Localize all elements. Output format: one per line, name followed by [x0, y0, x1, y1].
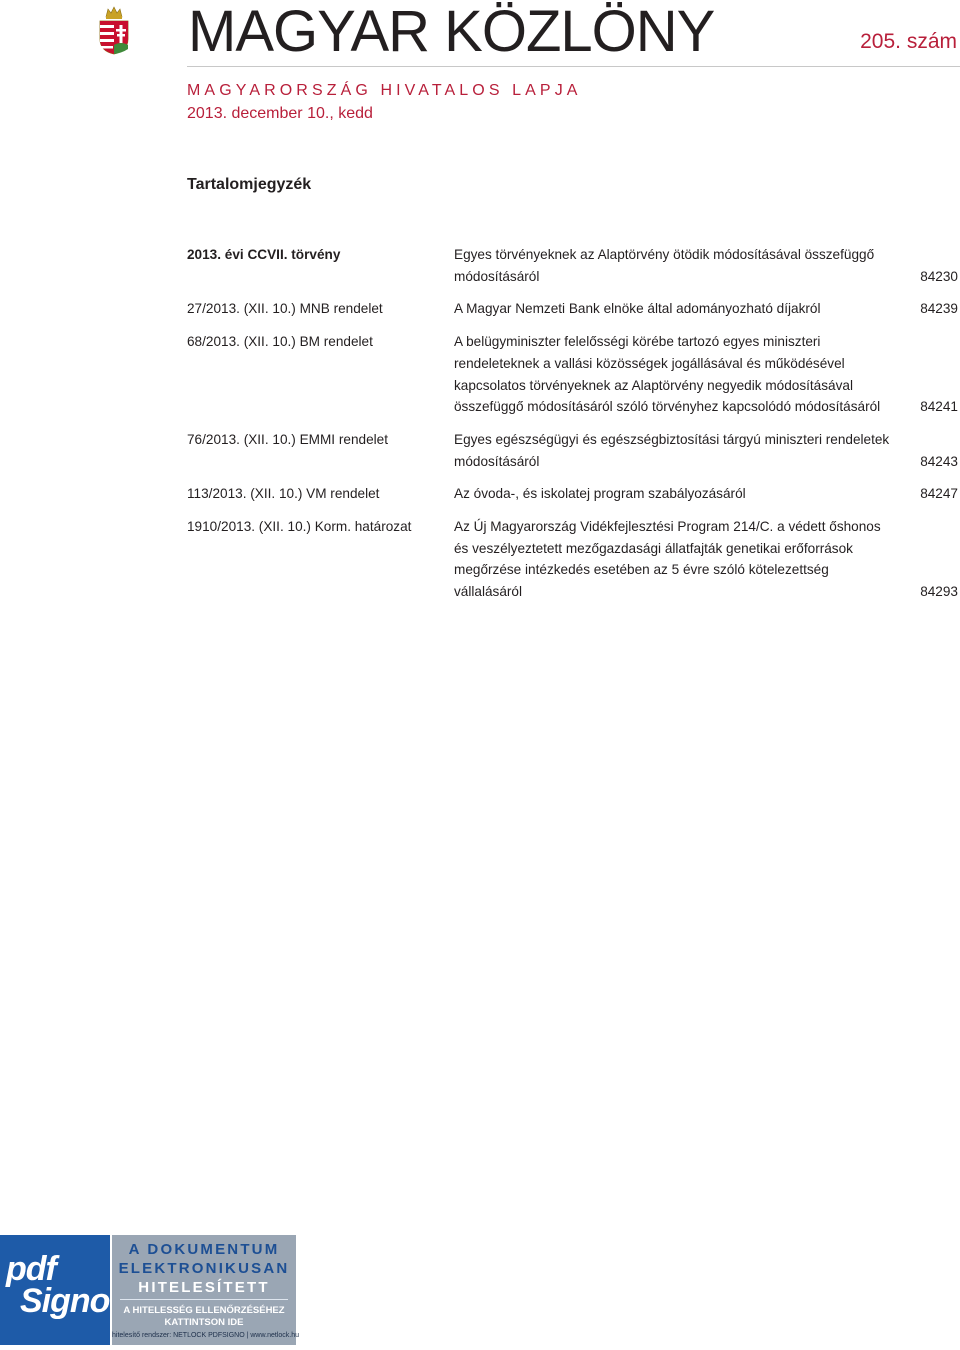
- pdfsigno-logo-text: [6, 1250, 110, 1320]
- seal-line-1: A DOKUMENTUM: [128, 1241, 280, 1258]
- toc-entry[interactable]: [187, 331, 960, 418]
- publication-title: MAGYAR KÖZLÖNY: [188, 0, 715, 64]
- publication-date: 2013. december 10., kedd: [187, 105, 373, 122]
- issue-number: 205. szám: [860, 30, 957, 53]
- toc-entry[interactable]: [187, 298, 960, 320]
- toc-entry[interactable]: [187, 516, 960, 603]
- toc-entry-page: 84241: [920, 399, 958, 415]
- table-of-contents: [187, 244, 960, 603]
- toc-entry-description: Egyes egészségügyi és egészségbiztosítási tárgyú miniszteri rendeletek módosításáról: [454, 431, 890, 469]
- logo-line-signo: Signo: [20, 1282, 110, 1320]
- toc-entry-description: Az Új Magyarország Vidékfejlesztési Program 214/C. a védett őshonos és veszélyeztetett mezőgazdasági állatfajták genetikai erőforrások megőrzése intézkedés esetében az 5 évre szóló kötelezettség vállalásáról: [454, 519, 881, 600]
- seal-line-3: HITELESÍTETT: [138, 1279, 270, 1296]
- toc-entry[interactable]: [187, 483, 960, 505]
- toc-entry-id: 76/2013. (XII. 10.) EMMI rendelet: [187, 431, 388, 447]
- signature-verification-seal[interactable]: [0, 1235, 299, 1345]
- toc-entry-id: 113/2013. (XII. 10.) VM rendelet: [187, 486, 380, 502]
- toc-entry-page: 84293: [920, 584, 958, 600]
- logo-line-pdf: pdf: [6, 1250, 56, 1288]
- seal-line-2: ELEKTRONIKUSAN: [118, 1260, 290, 1277]
- seal-divider: [120, 1299, 288, 1300]
- toc-entry-description: Egyes törvényeknek az Alaptörvény ötödik módosításával összefüggő módosításáról: [454, 247, 875, 284]
- toc-entry-id: 1910/2013. (XII. 10.) Korm. határozat: [187, 519, 412, 535]
- seal-footer: hitelesítő rendszer: NETLOCK PDFSIGNO | www.netlock.hu: [112, 1332, 299, 1339]
- publication-subtitle: MAGYARORSZÁG HIVATALOS LAPJA: [187, 82, 582, 99]
- toc-entry-page: 84247: [920, 486, 958, 502]
- toc-heading: Tartalomjegyzék: [187, 176, 312, 193]
- toc-entry-id: 2013. évi CCVII. törvény: [187, 247, 341, 262]
- toc-entry[interactable]: [187, 429, 960, 472]
- toc-entry-id: 68/2013. (XII. 10.) BM rendelet: [187, 334, 373, 350]
- header-divider: [187, 66, 960, 67]
- toc-entry-page: 84239: [920, 301, 958, 317]
- toc-entry-description: A belügyminiszter felelősségi körébe tartozó egyes miniszteri rendeleteknek a vallási közösségek jogállásával és működésével kapcsolatos törvényeknek az Alaptörvény negyedik módosításával összefüggő módosításáról szóló törvényhez kapcsolódó módosításáról: [454, 334, 881, 415]
- click-here-link[interactable]: KATTINTSON IDE: [164, 1317, 244, 1328]
- toc-entry-page: 84230: [920, 268, 958, 284]
- toc-entry-id: 27/2013. (XII. 10.) MNB rendelet: [187, 301, 383, 317]
- toc-entry-description: A Magyar Nemzeti Bank elnöke által adományozható díjakról: [454, 301, 821, 317]
- toc-entry-description: Az óvoda-, és iskolatej program szabályozásáról: [454, 486, 746, 502]
- seal-text-panel: [112, 1235, 299, 1345]
- toc-entry-page: 84243: [920, 453, 958, 469]
- pdfsigno-logo: [0, 1235, 110, 1345]
- verify-prompt[interactable]: A HITELESSÉG ELLENŐRZÉSÉHEZ: [123, 1305, 285, 1316]
- coat-of-arms-icon: [96, 5, 132, 55]
- toc-entry[interactable]: [187, 244, 960, 287]
